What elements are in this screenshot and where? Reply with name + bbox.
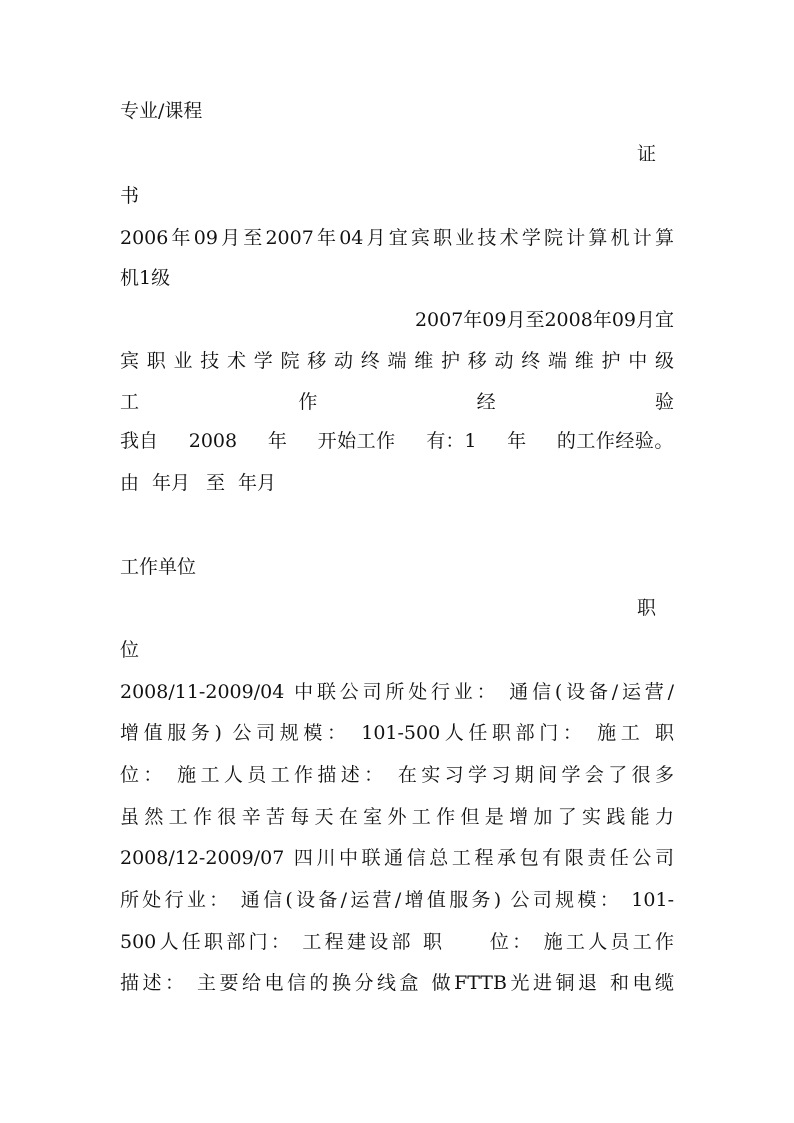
education-entry-2-line2: 宾职业技术学院移动终端维护移动终端维护中级 bbox=[120, 350, 674, 372]
summary-token: 年月 bbox=[238, 472, 277, 494]
heading-char-4: 验 bbox=[654, 391, 674, 413]
job-text-line: 500人任职部门： 工程建设部 职 位： 施工人员工作 bbox=[120, 931, 674, 953]
work-unit-label: 工作单位 bbox=[120, 556, 197, 578]
summary-token: 年 bbox=[507, 430, 527, 452]
heading-char-3: 经 bbox=[476, 391, 496, 413]
experience-summary-line1 bbox=[120, 420, 674, 462]
heading-char-1: 工 bbox=[120, 391, 140, 413]
job-text-line: 描述： 主要给电信的换分线盒 做FTTB光进铜退 和电缆 bbox=[120, 972, 674, 994]
certificate-label-top: 证 bbox=[636, 143, 656, 165]
summary-year: 2008 bbox=[188, 430, 238, 452]
summary-token: 我自 bbox=[120, 430, 159, 452]
summary-token: 年 bbox=[267, 430, 287, 452]
education-entry-2-line1: 2007年09月至2008年09月宜 bbox=[414, 309, 674, 331]
position-label-bottom: 位 bbox=[120, 639, 140, 661]
certificate-label-bottom: 书 bbox=[120, 185, 140, 207]
work-experience-heading bbox=[120, 381, 674, 423]
major-course-label: 专业/课程 bbox=[120, 100, 203, 122]
summary-token: 由 bbox=[120, 472, 140, 494]
summary-token: 有：1 bbox=[426, 430, 477, 452]
experience-summary-line2 bbox=[120, 462, 674, 504]
summary-token: 的工作经验。 bbox=[556, 430, 674, 452]
job-text-line: 虽然工作很辛苦每天在室外工作但是增加了实践能力 bbox=[120, 806, 674, 828]
heading-char-2: 作 bbox=[298, 391, 318, 413]
job-text-line: 位： 施工人员工作描述： 在实习学习期间学会了很多 bbox=[120, 764, 674, 786]
summary-token: 至 bbox=[206, 472, 226, 494]
summary-token: 年月 bbox=[152, 472, 191, 494]
position-label-top: 职 bbox=[636, 597, 656, 619]
job-text-line: 增值服务) 公司规模： 101-500人任职部门： 施工 职 bbox=[120, 722, 674, 744]
summary-token: 开始工作 bbox=[317, 430, 396, 452]
education-entry-1-line2: 机1级 bbox=[120, 267, 171, 289]
education-entry-1-line1: 2006年09月至2007年04月宜宾职业技术学院计算机计算 bbox=[120, 227, 674, 249]
job-text-line: 2008/12-2009/07 四川中联通信总工程承包有限责任公司 bbox=[120, 847, 674, 869]
job-text-line: 所处行业： 通信(设备/运营/增值服务) 公司规模： 101- bbox=[120, 889, 674, 911]
job-text-line: 2008/11-2009/04 中联公司所处行业： 通信(设备/运营/ bbox=[120, 681, 674, 703]
